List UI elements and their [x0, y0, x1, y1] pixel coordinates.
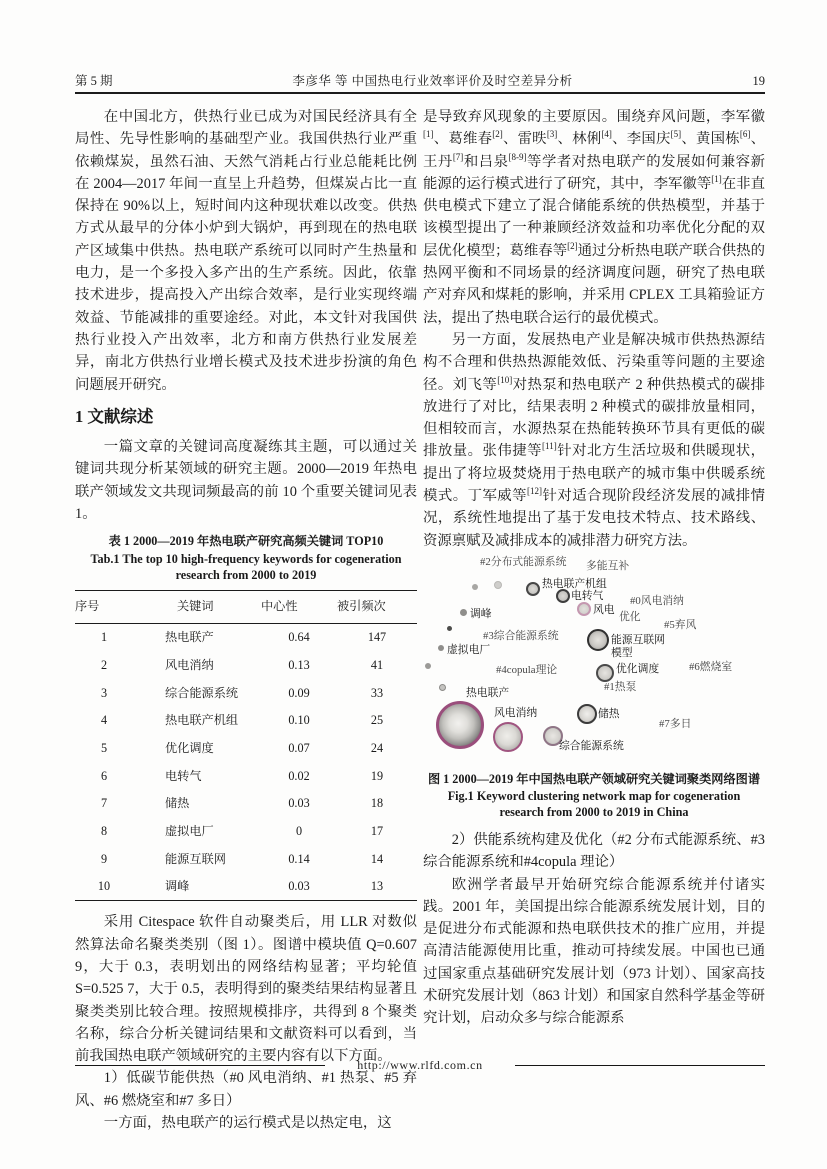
node-chure: [577, 704, 597, 724]
node-dot: [494, 581, 502, 589]
footer-rule-left: [75, 1065, 325, 1066]
keyword-table-body: [75, 623, 417, 901]
table-header-cell: 关键词: [133, 591, 261, 623]
table-cell: 0.14: [288, 851, 310, 866]
table-caption-en: Tab.1 The top 10 high-frequency keywords for cogeneration research from 2000 to 2019: [90, 552, 402, 583]
table-row: [75, 679, 417, 707]
page-header: [75, 72, 765, 94]
table-row: [75, 623, 417, 651]
paragraph-continuation: 一方面，热电联产的运行模式是以热定电，这: [103, 1115, 392, 1132]
table-cell: 6: [100, 768, 108, 783]
table-cell: 4: [100, 713, 108, 728]
node-label: 风电: [593, 603, 615, 616]
page-number: 19: [752, 74, 765, 88]
node-dot: [447, 626, 452, 631]
running-title: 李彦华 等 中国热电行业效率评价及时空差异分析: [292, 74, 573, 88]
node-dianzhuanqi: [556, 589, 570, 603]
table-row: [75, 790, 417, 818]
page-footer: [75, 1058, 765, 1073]
node-dot: [439, 684, 446, 691]
footer-rule-right: [515, 1065, 765, 1066]
table-cell: 能源互联网: [165, 851, 226, 866]
table-1-block: [75, 533, 417, 901]
node-dot: [472, 584, 478, 590]
cluster-label: #6燃烧室: [689, 660, 733, 673]
footer-url: http://www.rlfd.com.cn: [357, 1058, 483, 1072]
table-cell: 8: [100, 824, 108, 839]
table-cell: 41: [370, 658, 384, 672]
node-dot-xuni: [438, 645, 444, 651]
table-cell: 1: [100, 630, 108, 645]
cluster-label: #5弃风: [664, 618, 697, 631]
paragraph-citespace: 采用 Citespace 软件自动聚类后，用 LLR 对数似然算法命名聚类类别（图 1）。图谱中模块值 Q=0.607 9，大于 0.3，表明划出的网络结构显著；平均轮值 S=0.525 7，大于 0.5，表明得到的聚类结果结构显著且聚类类别比较合理。按照规模排序，共得到 8 个聚类名称，综合分析关键词结果和文献资料可以看到，当前我国热电联产领域研究的主要内容有以下方面。: [75, 914, 417, 1065]
section-heading-literature: 1 文献综述: [75, 406, 154, 426]
paragraph-wind-curtailment: 是导致弃风现象的主要原因。围绕弃风问题，李军徽[1]、葛维春[2]、雷昳[3]、林俐[4]、李国庆[5]、黄国栋[6]、王丹[7]和吕泉[8-9]等学者对热电联产的发展如何兼容新能源的运行模式进行了研究，其中，李军徽等[1]在非直供电模式下建立了混合储能系统的供热模型，并基于该模型提出了一种兼顾经济效益和功率优化分配的双层优化模型；葛维春等[2]通过分析热电联产联合供热的热网平衡和不同场景的经济调度问题，研究了热电联产对弃风和煤耗的影响，并采用 CPLEX 工具箱验证方法，提出了热电联合运行的最优模式。: [423, 109, 765, 326]
node-redian-lianchan: [436, 701, 484, 749]
table-cell: 综合能源系统: [165, 685, 239, 700]
figure-caption-zh: 图 1 2000—2019 年中国热电联产领域研究关键词聚类网络图谱: [427, 771, 761, 786]
table-cell: 热电联产: [165, 630, 214, 645]
table-row: [75, 873, 417, 901]
table-row: [75, 651, 417, 679]
table-cell: 0.07: [288, 741, 310, 756]
node-dot-tiaofeng: [460, 609, 467, 616]
cluster-label: #7多日: [659, 717, 692, 730]
table-header-row: [75, 591, 417, 623]
table-header-cell: 序号: [75, 591, 133, 623]
table-cell: 5: [100, 741, 108, 756]
node-label: 调峰: [470, 607, 492, 620]
keyword-table: [75, 590, 417, 901]
node-label: 综合能源系统: [559, 739, 624, 752]
journal-issue: 第 5 期: [75, 74, 113, 88]
table-cell: 18: [370, 796, 384, 811]
cluster-label: #4copula理论: [496, 663, 558, 676]
table-cell: 0.10: [288, 713, 310, 728]
paragraph-keywords: 一篇文章的关键词高度凝练其主题，可以通过关键词共现分析某领域的研究主题。2000—2019 年热电联产领域发文共现词频最高的前 10 个重要关键词见表 1。: [75, 439, 417, 523]
table-row: [75, 762, 417, 790]
node-youhua-diaodu: [596, 664, 614, 682]
table-cell: 147: [367, 630, 387, 645]
table-cell: 热电联产机组: [165, 713, 239, 728]
node-label: 风电消纳: [494, 706, 538, 719]
table-cell: 储热: [165, 796, 190, 811]
table-cell: 0.13: [288, 658, 310, 672]
cluster-label: 优化: [619, 610, 641, 623]
table-row: [75, 817, 417, 845]
keyword-network-figure: [423, 556, 765, 768]
table-cell: 风电消纳: [165, 658, 214, 672]
left-column: [75, 106, 417, 1134]
figure-1-block: [423, 556, 765, 820]
node-label: 能源互联网: [611, 633, 665, 646]
table-row: [75, 734, 417, 762]
table-caption-zh: 表 1 2000—2019 年热电联产研究高频关键词 TOP10: [108, 534, 384, 549]
table-cell: 9: [100, 851, 108, 866]
node-fengdian-xiaona: [493, 722, 523, 752]
node-label: 热电联产: [466, 686, 510, 699]
paragraph-ies-history: 欧洲学者最早开始研究综合能源系统并付诸实践。2001 年，美国提出综合能源系统发展计划，目的是促进分布式能源和热电联供技术的推广应用，并提高清洁能源使用比重，推动可持续发展。中国也已通过国家重点基础研究发展计划（973 计划）、国家高技术研究发展计划（863 计划）和国家自然科学基金等研究计划，启动众多与综合能源系: [423, 876, 765, 1027]
table-cell: 24: [370, 741, 384, 756]
node-label: 优化调度: [616, 662, 660, 675]
table-cell: 33: [370, 685, 384, 700]
node-nengyuan-hulianwang: [587, 629, 609, 651]
node-dot: [425, 663, 431, 669]
node-label: 电转气: [571, 589, 604, 602]
table-cell: 19: [370, 768, 384, 783]
cluster-label: #1热泵: [604, 680, 637, 693]
paragraph-cluster-item-2: 2）供能系统构建及优化（#2 分布式能源系统、#3 综合能源系统和#4copula 理论）: [423, 831, 765, 871]
cluster-label: #2分布式能源系统: [480, 555, 567, 568]
node-jizu: [526, 582, 540, 596]
cluster-label: #0风电消纳: [630, 594, 684, 607]
figure-caption-en: Fig.1 Keyword clustering network map for cogeneration research from 2000 to 2019 in China: [447, 788, 741, 819]
node-fengdian: [577, 602, 591, 616]
table-cell: 2: [100, 658, 108, 672]
table-cell: 0.64: [288, 630, 310, 645]
table-cell: 优化调度: [165, 741, 214, 756]
node-label: 模型: [611, 646, 633, 659]
table-cell: 0.03: [288, 879, 310, 894]
table-row: [75, 707, 417, 735]
table-cell: 0: [295, 824, 303, 839]
table-cell: 0.03: [288, 796, 310, 811]
table-cell: 7: [100, 796, 108, 811]
table-cell: 17: [370, 824, 384, 839]
table-cell: 0.02: [288, 768, 310, 783]
table-header-cell: 被引频次: [337, 591, 417, 623]
table-cell: 电转气: [165, 768, 202, 783]
cluster-label: 多能互补: [586, 559, 630, 572]
table-cell: 调峰: [165, 879, 190, 894]
table-cell: 虚拟电厂: [165, 824, 214, 839]
node-label: 热电联产机组: [542, 577, 607, 590]
paragraph-cluster-item-1: 1）低碳节能供热（#0 风电消纳、#1 热泵、#5 弃风、#6 燃烧室和#7 多日）: [75, 1070, 417, 1109]
table-cell: 14: [370, 851, 384, 866]
node-label: 储热: [598, 707, 620, 720]
right-column: [423, 106, 765, 1030]
table-header-cell: 中心性: [261, 591, 337, 623]
cluster-label: #3综合能源系统: [483, 629, 559, 642]
table-cell: 10: [97, 879, 111, 894]
table-cell: 3: [100, 685, 108, 700]
table-cell: 0.09: [288, 685, 310, 700]
paragraph-intro: 在中国北方，供热行业已成为对国民经济具有全局性、先导性影响的基础型产业。我国供热行业严重依赖煤炭，虽然石油、天然气消耗占行业总能耗比例在 2004—2017 年间一直呈上升趋势，但煤炭占比一直保持在 90%以上，短时间内这种现状难以改变。供热方式从最早的分体小炉到大锅炉，再到现在的热电联产区域集中供热。热电联产系统可以同时产生热量和电力，是一个多投入多产出的生产系统。因此，依靠技术进步，提高投入产出综合效率，是行业实现终端效益、节能减排的重要途经。对此，本文针对我国供热行业投入产出效率，北方和南方供热行业发展差异，南北方供热行业增长模式及技术进步扮演的角色问题展开研究。: [75, 109, 417, 393]
node-label: 虚拟电厂: [447, 643, 491, 656]
table-row: [75, 845, 417, 873]
table-cell: 25: [370, 713, 384, 728]
paragraph-heat-source: 另一方面，发展热电产业是解决城市供热热源结构不合理和供热热源能效低、污染重等问题的主要途径。刘飞等[10]对热泵和热电联产 2 种供热模式的碳排放进行了对比，结果表明 2 种模式的碳排放量相同，但相较而言，水源热泵在热能转换环节具有更低的碳排放量。张伟捷等[11]针对北方生活垃圾和供暖现状，提出了将垃圾焚烧用于热电联产的城市集中供暖系统模式。丁军威等[12]针对适合现阶段经济发展的减排情况，系统性地提出了基于发电技术特点、技术路线、资源禀赋及减排成本的减排潜力研究方法。: [423, 331, 765, 549]
table-cell: 13: [370, 879, 384, 894]
